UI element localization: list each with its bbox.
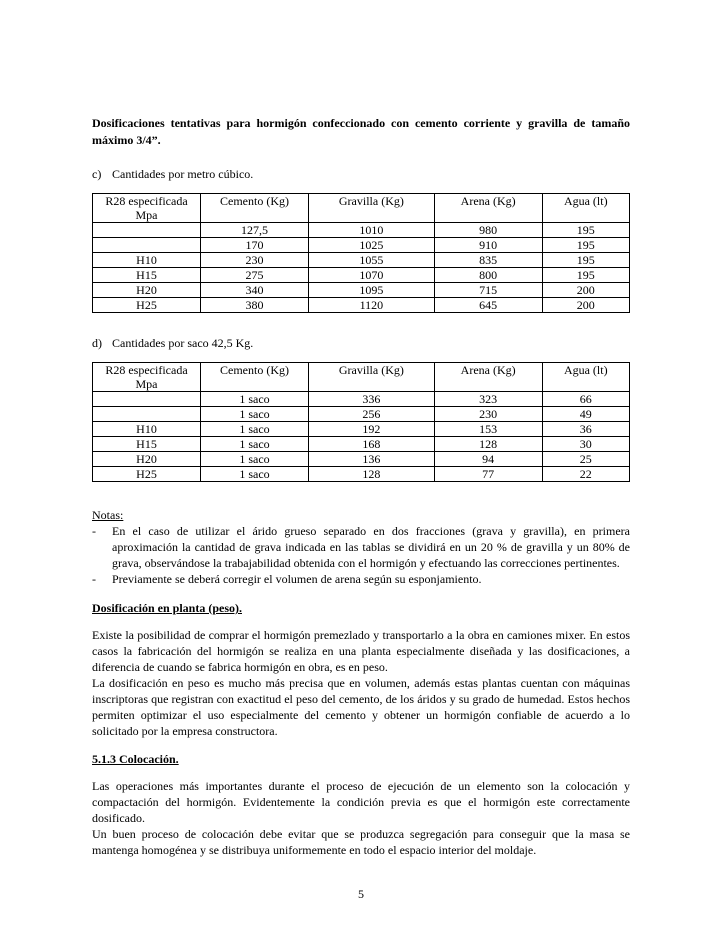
- table-cell: 195: [542, 253, 629, 268]
- table-row: [93, 298, 630, 313]
- table-cell: H10: [93, 253, 201, 268]
- table-cell: 170: [201, 238, 309, 253]
- table-cell: 128: [309, 467, 435, 482]
- dosificacion-heading: Dosificación en planta (peso).: [92, 601, 242, 615]
- header-gravilla: Gravilla (Kg): [309, 194, 435, 223]
- header-r28: R28 especificada Mpa: [93, 363, 201, 392]
- table-per-bag: [92, 362, 630, 482]
- table-cell: 136: [309, 452, 435, 467]
- table-cell: 1 saco: [201, 422, 309, 437]
- table-cell: 195: [542, 268, 629, 283]
- table-cell: 910: [434, 238, 542, 253]
- table-row: [93, 392, 630, 407]
- table-cell: 195: [542, 238, 629, 253]
- table-cell: H25: [93, 298, 201, 313]
- note-text: Previamente se deberá corregir el volumen de arena según su esponjamiento.: [112, 572, 482, 586]
- table-cell: 230: [201, 253, 309, 268]
- table-cell: 168: [309, 437, 435, 452]
- table-cell: 340: [201, 283, 309, 298]
- table-cell: 1 saco: [201, 452, 309, 467]
- note-item: - En el caso de utilizar el árido grueso separado en dos fracciones (grava y gravilla), en primera aproximación la cantidad de grava indicada en las tablas se dividirá en un 20 % de gravilla y un 80% de grava, observándose la trabajabilidad obtenida con el hormigón y efectuando las correcciones pertinentes.: [92, 524, 630, 570]
- table-cell: 1095: [309, 283, 435, 298]
- table-cell: 1070: [309, 268, 435, 283]
- table-cell: 192: [309, 422, 435, 437]
- table-cell: H20: [93, 452, 201, 467]
- table-cell: 25: [542, 452, 629, 467]
- table-cell: H20: [93, 283, 201, 298]
- section-d-label: [92, 335, 253, 351]
- section-c-marker: c): [92, 167, 102, 181]
- table-row: [93, 223, 630, 238]
- table-cell: 22: [542, 467, 629, 482]
- table-cell: 1 saco: [201, 467, 309, 482]
- table-cell: 200: [542, 298, 629, 313]
- table-cell: 1 saco: [201, 437, 309, 452]
- table-cell: 256: [309, 407, 435, 422]
- table-cell: 30: [542, 437, 629, 452]
- table-cell: [93, 407, 201, 422]
- header-arena: Arena (Kg): [434, 363, 542, 392]
- table-row: [93, 283, 630, 298]
- page-number: 5: [358, 887, 364, 901]
- table-row: [93, 422, 630, 437]
- table-cell: [93, 392, 201, 407]
- table-cell: [93, 223, 201, 238]
- table-cell: 715: [434, 283, 542, 298]
- colocacion-paragraph-1: Las operaciones más importantes durante el proceso de ejecución de un elemento son la colocación y compactación del hormigón. Evidentemente la condición previa es que el hormigón este correctamente dosificado.: [92, 779, 630, 825]
- table-row: [93, 407, 630, 422]
- table-cell: H15: [93, 437, 201, 452]
- note-text: En el caso de utilizar el árido grueso separado en dos fracciones (grava y gravilla), en primera aproximación la cantidad de grava indicada en las tablas se dividirá en un 20 % de gravilla y un 80% de grava, observándose la trabajabilidad obtenida con el hormigón y efectuando las correcciones pertinentes.: [112, 524, 630, 570]
- colocacion-heading: 5.1.3 Colocación.: [92, 752, 179, 766]
- colocacion-paragraph-2: Un buen proceso de colocación debe evitar que se produzca segregación para conseguir que la masa se mantenga homogénea y se distribuya uniformemente en todo el espacio interior del moldaje.: [92, 827, 630, 857]
- table-cell: 645: [434, 298, 542, 313]
- table-d-body: [93, 392, 630, 482]
- table-cell: 36: [542, 422, 629, 437]
- table-cell: 1055: [309, 253, 435, 268]
- document-title: Dosificaciones tentativas para hormigón confeccionado con cemento corriente y gravilla de tamaño máximo 3/4”.: [92, 116, 630, 147]
- table-cell: 1010: [309, 223, 435, 238]
- table-cell: 1 saco: [201, 392, 309, 407]
- table-c-body: [93, 223, 630, 313]
- table-cell: 1120: [309, 298, 435, 313]
- table-cell: 94: [434, 452, 542, 467]
- table-cell: 127,5: [201, 223, 309, 238]
- table-cell: 49: [542, 407, 629, 422]
- table-cell: 128: [434, 437, 542, 452]
- dosificacion-paragraph-2: La dosificación en peso es mucho más precisa que en volumen, además estas plantas cuentan con máquinas inscriptoras que registran con exactitud el peso del cemento, de los áridos y su grado de humedad. Estos hechos permiten optimizar el uso especialmente del cemento y obtener un hormigón confiable de acuerdo a lo solicitado por la empresa constructora.: [92, 676, 630, 738]
- table-cell: 1 saco: [201, 407, 309, 422]
- table-cell: 1025: [309, 238, 435, 253]
- table-row: [93, 268, 630, 283]
- table-cell: 275: [201, 268, 309, 283]
- table-cell: [93, 238, 201, 253]
- table-per-cubic-meter: [92, 193, 630, 313]
- table-row: [93, 452, 630, 467]
- header-cemento: Cemento (Kg): [201, 194, 309, 223]
- table-cell: 835: [434, 253, 542, 268]
- table-cell: 200: [542, 283, 629, 298]
- notes-heading: Notas:: [92, 508, 124, 522]
- table-cell: 336: [309, 392, 435, 407]
- note-item: - Previamente se deberá corregir el volumen de arena según su esponjamiento.: [92, 572, 482, 586]
- table-cell: H10: [93, 422, 201, 437]
- table-cell: 153: [434, 422, 542, 437]
- section-c-label: [92, 166, 253, 182]
- section-c-text: Cantidades por metro cúbico.: [112, 167, 254, 181]
- section-d-marker: d): [92, 336, 102, 350]
- table-cell: 323: [434, 392, 542, 407]
- table-row: [93, 437, 630, 452]
- table-cell: 66: [542, 392, 629, 407]
- table-cell: 380: [201, 298, 309, 313]
- table-cell: H15: [93, 268, 201, 283]
- header-r28: R28 especificada Mpa: [93, 194, 201, 223]
- section-d-text: Cantidades por saco 42,5 Kg.: [112, 336, 254, 350]
- table-cell: 230: [434, 407, 542, 422]
- header-arena: Arena (Kg): [434, 194, 542, 223]
- header-agua: Agua (lt): [542, 194, 629, 223]
- dosificacion-paragraph-1: Existe la posibilidad de comprar el hormigón premezlado y transportarlo a la obra en camiones mixer. En estos casos la fabricación del hormigón se realiza en una planta especialmente diseñada y las dosificaciones, a diferencia de cuando se fabrica hormigón en obra, es en peso.: [92, 628, 630, 674]
- table-cell: 800: [434, 268, 542, 283]
- table-row: [93, 253, 630, 268]
- header-cemento: Cemento (Kg): [201, 363, 309, 392]
- table-row: [93, 467, 630, 482]
- table-cell: 195: [542, 223, 629, 238]
- table-cell: 980: [434, 223, 542, 238]
- header-gravilla: Gravilla (Kg): [309, 363, 435, 392]
- notes-block: [92, 507, 630, 587]
- table-cell: H25: [93, 467, 201, 482]
- table-row: [93, 238, 630, 253]
- header-agua: Agua (lt): [542, 363, 629, 392]
- table-cell: 77: [434, 467, 542, 482]
